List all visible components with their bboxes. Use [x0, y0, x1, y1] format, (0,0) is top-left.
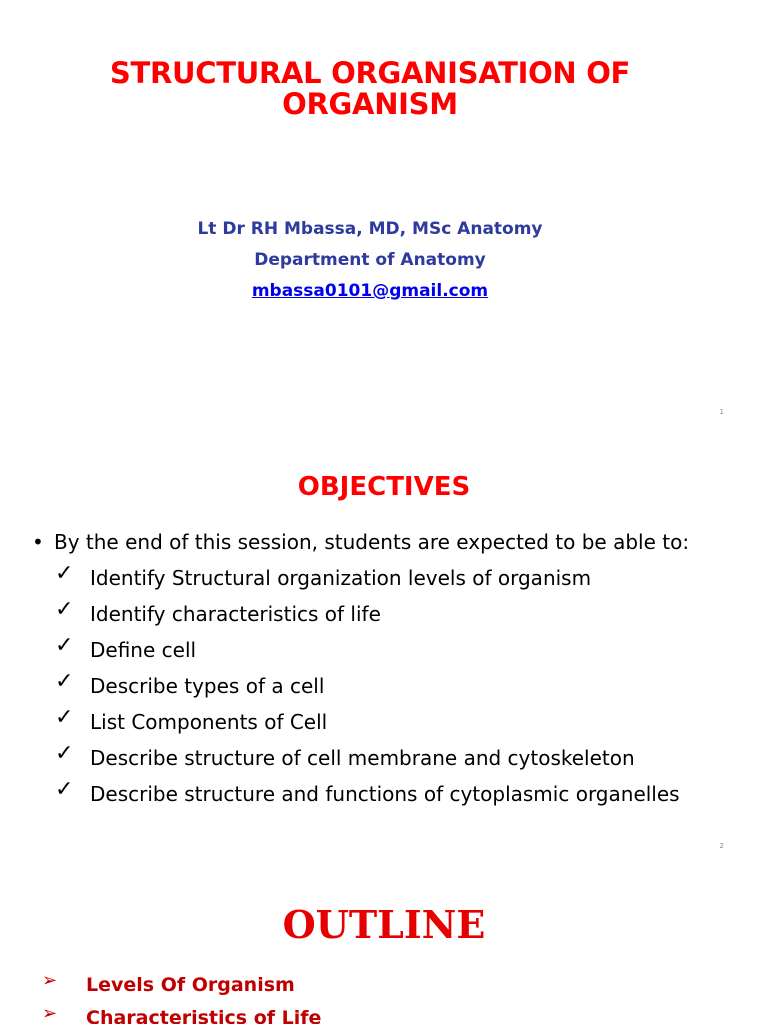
author-block	[60, 214, 680, 307]
list-item	[30, 707, 750, 743]
page-number-1: 1	[719, 408, 724, 416]
list-item	[30, 671, 750, 707]
email-link[interactable]: mbassa0101@gmail.com	[251, 281, 489, 301]
objective-text: Identify characteristics of life	[90, 602, 381, 626]
objectives-title: OBJECTIVES	[297, 472, 471, 502]
checkmark-icon: ✓	[55, 669, 74, 694]
checkmark-icon: ✓	[55, 633, 74, 658]
list-item	[30, 563, 750, 599]
checkmark-icon: ✓	[55, 777, 74, 802]
slide-1-title-line-1: STRUCTURAL ORGANISATION OF	[109, 56, 631, 90]
author-name: Lt Dr RH Mbassa, MD, MSc Anatomy	[197, 219, 543, 239]
outline-title: OUTLINE	[282, 902, 486, 947]
objectives-body	[30, 527, 750, 815]
list-item	[30, 635, 750, 671]
objective-text: List Components of Cell	[90, 710, 328, 734]
department-name: Department of Anatomy	[254, 250, 486, 270]
objectives-intro-text: By the end of this session, students are expected to be able to:	[54, 530, 690, 554]
objectives-intro	[30, 527, 750, 563]
bullet-dot-icon: •	[32, 530, 44, 554]
checkmark-icon: ✓	[55, 561, 74, 586]
slide-1	[0, 0, 768, 430]
objectives-list	[30, 563, 750, 815]
objective-text: Describe structure of cell membrane and cytoskeleton	[90, 746, 635, 770]
page-number-2: 2	[719, 842, 724, 850]
checkmark-icon: ✓	[55, 597, 74, 622]
objective-text: Describe structure and functions of cytoplasmic organelles	[90, 782, 680, 806]
list-item	[38, 1001, 321, 1024]
checkmark-icon: ✓	[55, 741, 74, 766]
list-item	[30, 743, 750, 779]
arrow-bullet-icon: ➢	[42, 1003, 58, 1024]
outline-item-text: Levels Of Organism	[86, 974, 295, 996]
slide-1-title-line-2: ORGANISM	[282, 87, 458, 121]
arrow-bullet-icon: ➢	[42, 970, 58, 991]
outline-list	[38, 968, 321, 1024]
outline-item-text: Characteristics of Life	[86, 1007, 322, 1024]
list-item	[30, 779, 750, 815]
list-item	[30, 599, 750, 635]
objective-text: Describe types of a cell	[90, 674, 325, 698]
objective-text: Identify Structural organization levels of organism	[90, 566, 592, 590]
list-item	[38, 968, 321, 1001]
slide-1-title	[60, 58, 680, 120]
checkmark-icon: ✓	[55, 705, 74, 730]
objective-text: Define cell	[90, 638, 197, 662]
